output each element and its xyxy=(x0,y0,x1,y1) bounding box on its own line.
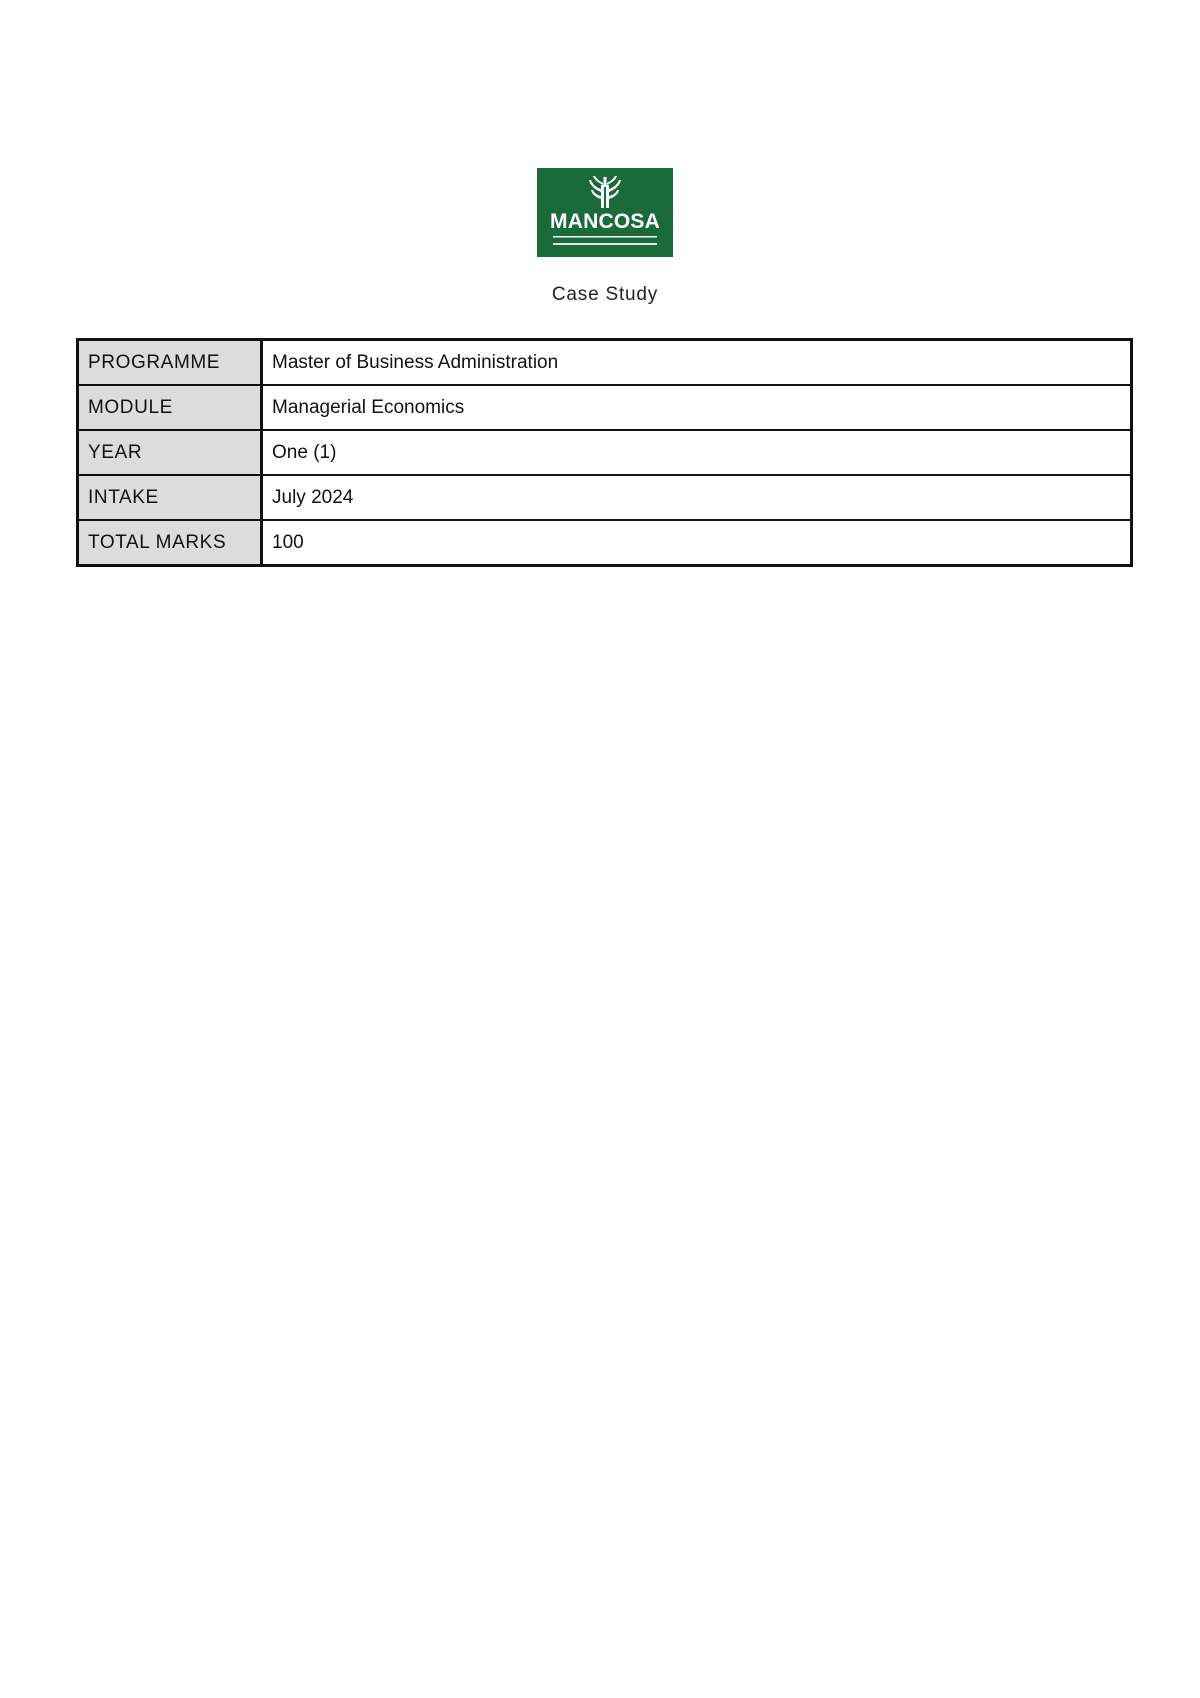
document-title: Case Study xyxy=(551,284,659,305)
logo-wordmark: MANCOSA xyxy=(550,210,660,233)
programme-value: Master of Business Administration xyxy=(262,340,1132,386)
table-row xyxy=(78,340,1132,386)
table-row xyxy=(78,475,1132,520)
programme-label: PROGRAMME xyxy=(78,340,262,386)
total-marks-value: 100 xyxy=(262,520,1132,566)
table-row xyxy=(78,385,1132,430)
total-marks-label: TOTAL MARKS xyxy=(78,520,262,566)
intake-label: INTAKE xyxy=(78,475,262,520)
module-label: MODULE xyxy=(78,385,262,430)
year-value: One (1) xyxy=(262,430,1132,475)
module-details-table xyxy=(76,338,1133,567)
year-label: YEAR xyxy=(78,430,262,475)
intake-value: July 2024 xyxy=(262,475,1132,520)
module-value: Managerial Economics xyxy=(262,385,1132,430)
table-row xyxy=(78,520,1132,566)
mancosa-logo xyxy=(537,168,673,257)
table-row xyxy=(78,430,1132,475)
